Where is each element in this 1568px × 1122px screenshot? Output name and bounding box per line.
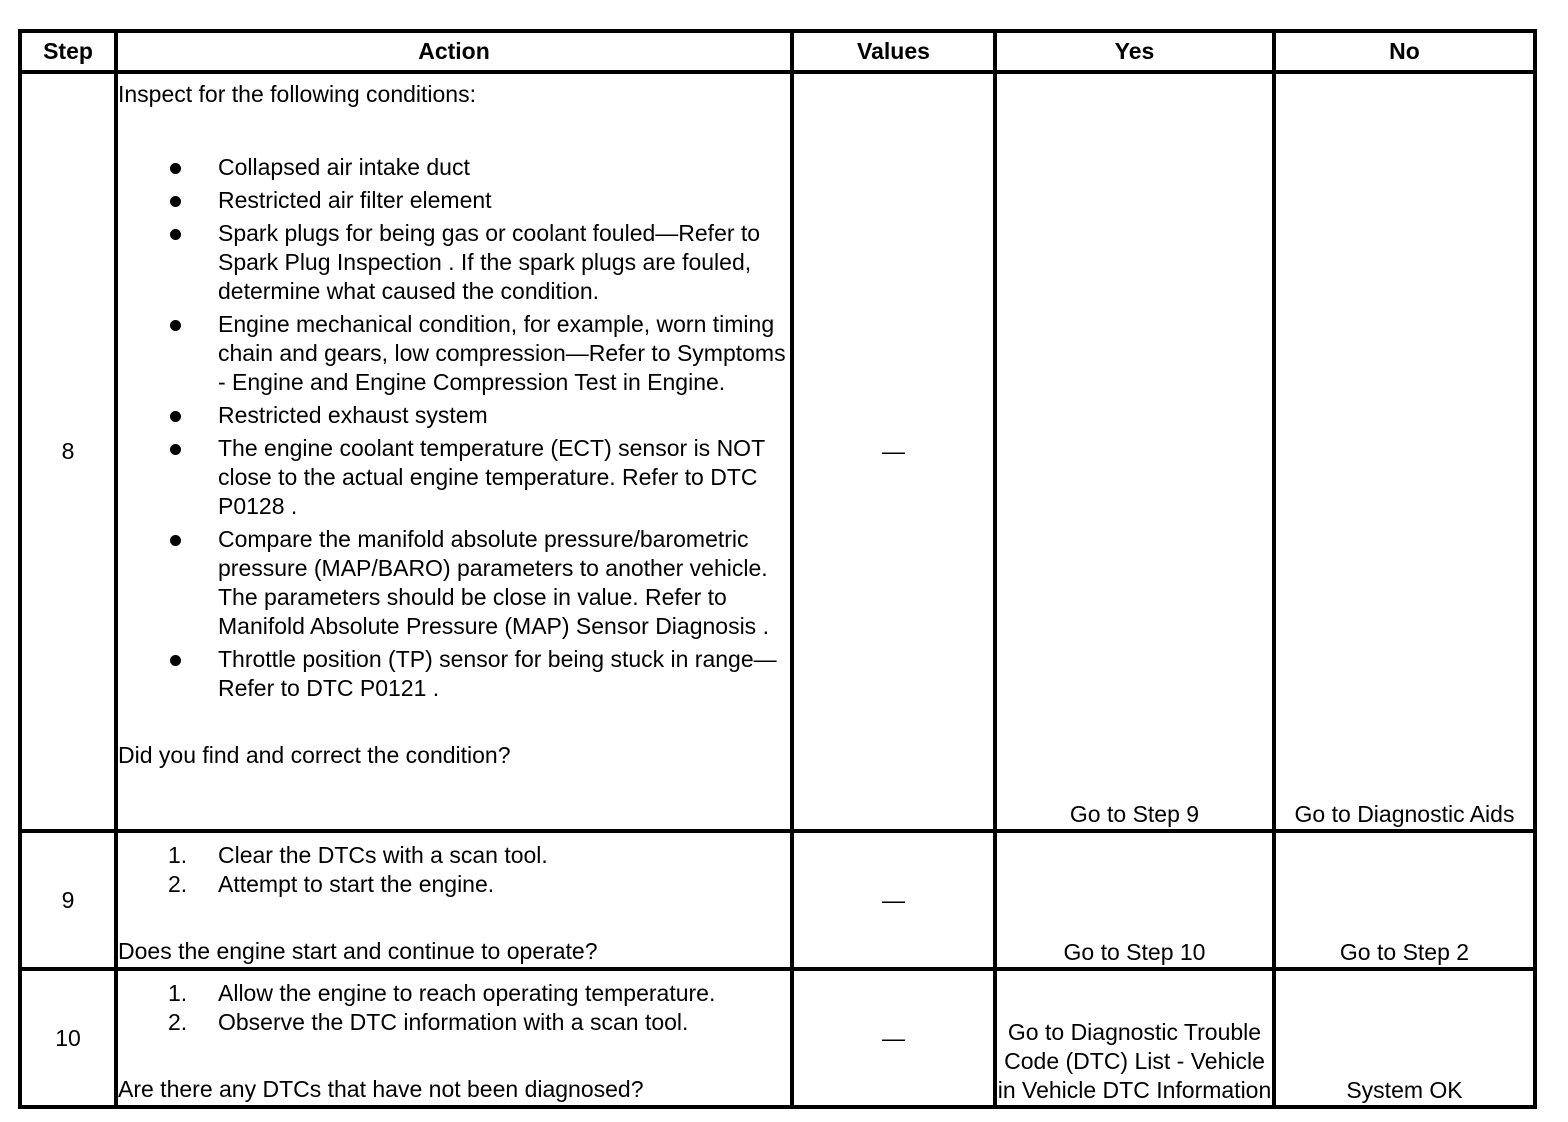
procedure-list — [118, 841, 790, 899]
header-no: No — [1274, 31, 1535, 72]
header-yes: Yes — [995, 31, 1274, 72]
list-item-text: Restricted air filter element — [218, 187, 492, 213]
list-item — [118, 870, 790, 899]
diagnostic-table — [18, 29, 1537, 1109]
action-cell — [116, 831, 792, 969]
action-intro: Inspect for the following conditions: — [118, 81, 476, 107]
bullet-icon — [170, 163, 181, 174]
list-number: 1. — [168, 842, 188, 868]
list-number: 2. — [168, 1009, 188, 1035]
header-values: Values — [792, 31, 995, 72]
list-item — [118, 219, 790, 306]
list-item-text: Collapsed air intake duct — [218, 154, 470, 180]
list-item — [118, 1008, 790, 1037]
action-question: Are there any DTCs that have not been diagnosed? — [118, 1076, 644, 1102]
values-cell: — — [792, 969, 995, 1107]
values-cell: — — [792, 831, 995, 969]
list-item-text: Compare the manifold absolute pressure/barometric pressure (MAP/BARO) parameters to another vehicle. The parameters should be close in value. Refer to Manifold Absolute Pressure (MAP) Sensor Diagnosis . — [218, 526, 769, 639]
list-item-text: Observe the DTC information with a scan tool. — [218, 1009, 689, 1035]
list-item-text: Attempt to start the engine. — [218, 871, 495, 897]
header-action: Action — [116, 31, 792, 72]
bullet-icon — [170, 229, 181, 240]
condition-list — [118, 153, 790, 703]
list-item-text: The engine coolant temperature (ECT) sensor is NOT close to the actual engine temperature. Refer to DTC P0128 . — [218, 435, 765, 519]
yes-cell: Go to Diagnostic Trouble Code (DTC) List - Vehicle in Vehicle DTC Information — [995, 969, 1274, 1107]
list-item-text: Engine mechanical condition, for example, worn timing chain and gears, low compression—Refer to Symptoms - Engine and Engine Compression Test in Engine. — [218, 311, 786, 395]
list-item-text: Allow the engine to reach operating temperature. — [218, 980, 716, 1006]
list-item-text: Throttle position (TP) sensor for being stuck in range—Refer to DTC P0121 . — [218, 646, 777, 701]
action-question: Does the engine start and continue to operate? — [118, 938, 598, 964]
table-row-step-10 — [20, 969, 1535, 1107]
procedure-list — [118, 979, 790, 1037]
bullet-icon — [170, 444, 181, 455]
list-item-text: Restricted exhaust system — [218, 402, 488, 428]
table-row-step-9 — [20, 831, 1535, 969]
list-item-text: Spark plugs for being gas or coolant fouled—Refer to Spark Plug Inspection . If the spark plugs are fouled, determine what caused the condition. — [218, 220, 761, 304]
bullet-icon — [170, 411, 181, 422]
list-item — [118, 645, 790, 703]
header-row — [20, 31, 1535, 72]
action-cell — [116, 969, 792, 1107]
list-number: 2. — [168, 871, 188, 897]
table-row-step-8 — [20, 72, 1535, 831]
action-question: Did you find and correct the condition? — [118, 742, 511, 768]
list-item — [118, 186, 790, 215]
bullet-icon — [170, 655, 181, 666]
list-item — [118, 434, 790, 521]
yes-cell: Go to Step 9 — [995, 72, 1274, 831]
yes-cell: Go to Step 10 — [995, 831, 1274, 969]
list-item — [118, 153, 790, 182]
list-number: 1. — [168, 980, 188, 1006]
list-item — [118, 841, 790, 870]
header-step: Step — [20, 31, 116, 72]
step-number: 9 — [20, 831, 116, 969]
list-item — [118, 401, 790, 430]
list-item — [118, 979, 790, 1008]
step-number: 8 — [20, 72, 116, 831]
step-number: 10 — [20, 969, 116, 1107]
no-cell: System OK — [1274, 969, 1535, 1107]
list-item — [118, 525, 790, 641]
action-cell — [116, 72, 792, 831]
bullet-icon — [170, 535, 181, 546]
no-cell: Go to Step 2 — [1274, 831, 1535, 969]
list-item-text: Clear the DTCs with a scan tool. — [218, 842, 548, 868]
values-cell: — — [792, 72, 995, 831]
list-item — [118, 310, 790, 397]
no-cell: Go to Diagnostic Aids — [1274, 72, 1535, 831]
bullet-icon — [170, 196, 181, 207]
bullet-icon — [170, 320, 181, 331]
